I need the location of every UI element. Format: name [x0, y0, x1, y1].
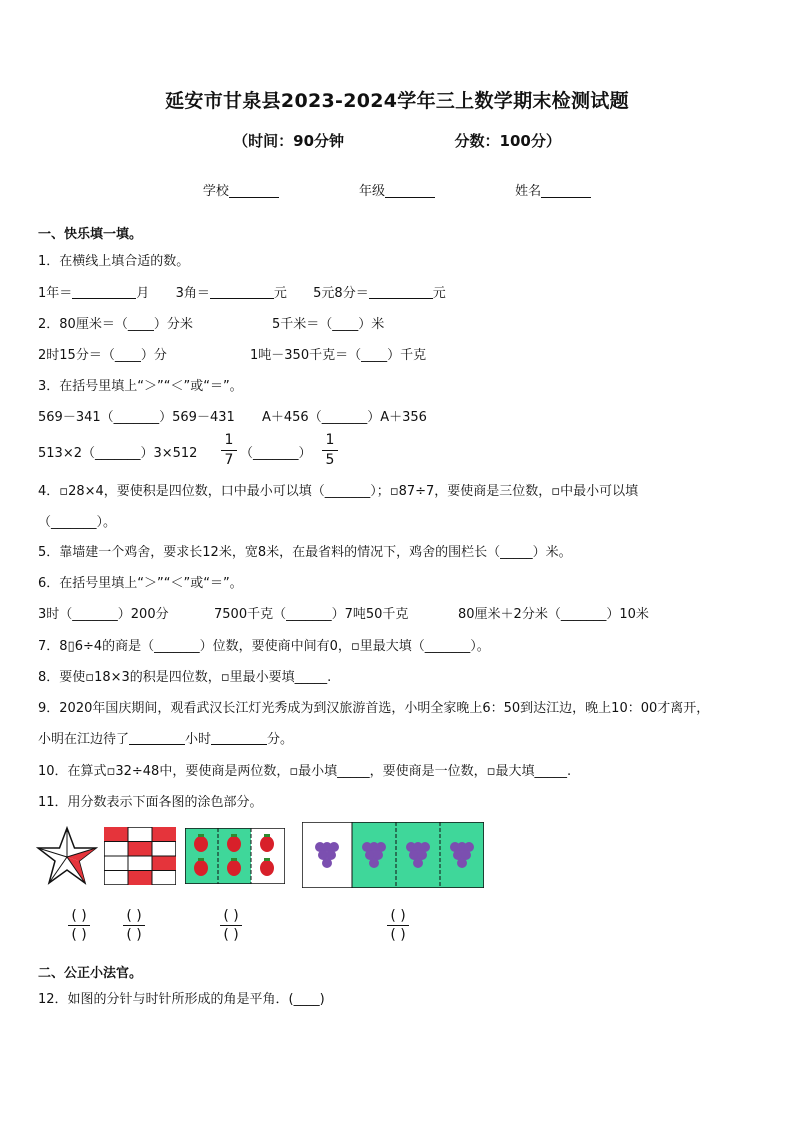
q1-c-unit: 元	[432, 286, 446, 301]
q9-text-c: 分。	[267, 732, 294, 747]
answer-fraction-grape[interactable]	[385, 908, 411, 943]
q1-c-text: 5元8分＝	[313, 286, 369, 301]
q3-fraction-2	[322, 432, 338, 469]
q9-text-b: 小时	[185, 732, 212, 747]
answer-numerator: ( )	[390, 908, 406, 924]
q8-text: 8．要使▫18×3的积是四位数，▫里最小要填_____.	[38, 670, 332, 685]
fraction-numerator: 1	[224, 432, 234, 448]
grade-field	[359, 180, 435, 199]
q1-text: 1．在横线上填合适的数。	[38, 254, 190, 269]
q4-line-2: （_______）。	[38, 515, 117, 530]
star-figure	[36, 826, 98, 886]
q3-fraction-1	[221, 432, 237, 469]
q1-a-text: 1年＝	[38, 286, 73, 301]
q1-b-text: 3角＝	[175, 286, 210, 301]
name-label: 姓名	[515, 184, 542, 199]
q1-b-unit: 元	[273, 286, 287, 301]
q1-b-blank[interactable]	[210, 285, 274, 299]
q2-a: 2．80厘米＝（____）分米	[38, 317, 193, 332]
school-label: 学校	[202, 184, 229, 199]
q9-hours-blank[interactable]	[129, 731, 185, 745]
q6-a: 3时（_______）200分	[38, 607, 169, 622]
strawberry-figure	[185, 828, 285, 884]
q7-text: 7．8▯6÷4的商是（_______）位数，要使商中间有0，▫里最大填（_______）。	[38, 639, 490, 654]
q3-text: 3．在括号里填上“＞”“＜”或“＝”。	[38, 379, 243, 394]
q9-line-2	[38, 728, 293, 747]
grade-blank[interactable]	[385, 183, 435, 198]
q3-fraction-compare: （_______）	[240, 446, 312, 461]
school-field	[203, 180, 279, 199]
answer-numerator: ( )	[223, 908, 239, 924]
answer-numerator: ( )	[126, 908, 142, 924]
q12-text: 12．如图的分针与时针所形成的角是平角．(____)	[38, 992, 325, 1007]
q1-a-blank[interactable]	[72, 285, 136, 299]
grade-label: 年级	[358, 184, 385, 199]
answer-denominator: ( )	[223, 927, 239, 943]
q6-b: 7500千克（_______）7吨50千克	[214, 607, 409, 622]
total-score: 分数：100分）	[454, 132, 561, 150]
q5-text: 5．靠墙建一个鸡舍，要求长12米，宽8米，在最省料的情况下，鸡舍的围栏长（_____）米。	[38, 545, 572, 560]
page-title: 延安市甘泉县2023-2024学年三上数学期末检测试题	[165, 90, 629, 112]
answer-denominator: ( )	[126, 927, 142, 943]
q2-c: 2时15分＝（____）分	[38, 348, 167, 363]
fraction-numerator: 1	[325, 432, 335, 448]
name-field	[515, 180, 591, 199]
q6-text: 6．在括号里填上“＞”“＜”或“＝”。	[38, 576, 243, 591]
grape-figure	[302, 822, 484, 888]
section-1-title: 一、快乐填一填。	[38, 227, 143, 242]
q10-text: 10．在算式▫32÷48中，要使商是两位数，▫最小填_____，要使商是一位数，▫最大填_____.	[38, 764, 572, 779]
answer-fraction-strawberry[interactable]	[218, 908, 244, 943]
q4-line-1: 4．▫28×4，要使积是四位数，口中最小可以填（_______）；▫87÷7，要使商是三位数，▫中最小可以填	[38, 484, 639, 499]
answer-fraction-star[interactable]	[66, 908, 92, 943]
q3-b: A＋456（_______）A＋356	[262, 410, 427, 425]
q3-a: 569－341（_______）569－431	[38, 410, 235, 425]
section-2-title: 二、公正小法官。	[38, 966, 143, 981]
q11-text: 11．用分数表示下面各图的涂色部分。	[38, 795, 263, 810]
q1-c-blank[interactable]	[369, 285, 433, 299]
q3-c: 513×2（_______）3×512	[38, 446, 198, 461]
answer-denominator: ( )	[390, 927, 406, 943]
student-info	[0, 180, 794, 199]
fraction-denominator: 7	[224, 452, 234, 468]
q9-line-1: 9．2020年国庆期间，观看武汉长江灯光秀成为到汉旅游首选，小明全家晚上6：50到达江边，晚上10：00才离开，	[38, 701, 710, 716]
answer-denominator: ( )	[71, 927, 87, 943]
q9-minutes-blank[interactable]	[211, 731, 267, 745]
q9-text-a: 小明在江边待了	[38, 732, 130, 747]
q1-items	[38, 282, 446, 301]
q2-d: 1吨－350千克＝（____）千克	[250, 348, 427, 363]
exam-meta	[0, 130, 794, 151]
answer-fraction-grid[interactable]	[121, 908, 147, 943]
answer-numerator: ( )	[71, 908, 87, 924]
q1-a-unit: 月	[136, 286, 150, 301]
grid-figure	[104, 827, 176, 885]
q6-c: 80厘米＋2分米（_______）10米	[458, 607, 649, 622]
time-limit: （时间：90分钟	[233, 132, 345, 150]
name-blank[interactable]	[541, 183, 591, 198]
school-blank[interactable]	[229, 183, 279, 198]
fraction-denominator: 5	[325, 452, 335, 468]
q2-b: 5千米＝（____）米	[272, 317, 385, 332]
